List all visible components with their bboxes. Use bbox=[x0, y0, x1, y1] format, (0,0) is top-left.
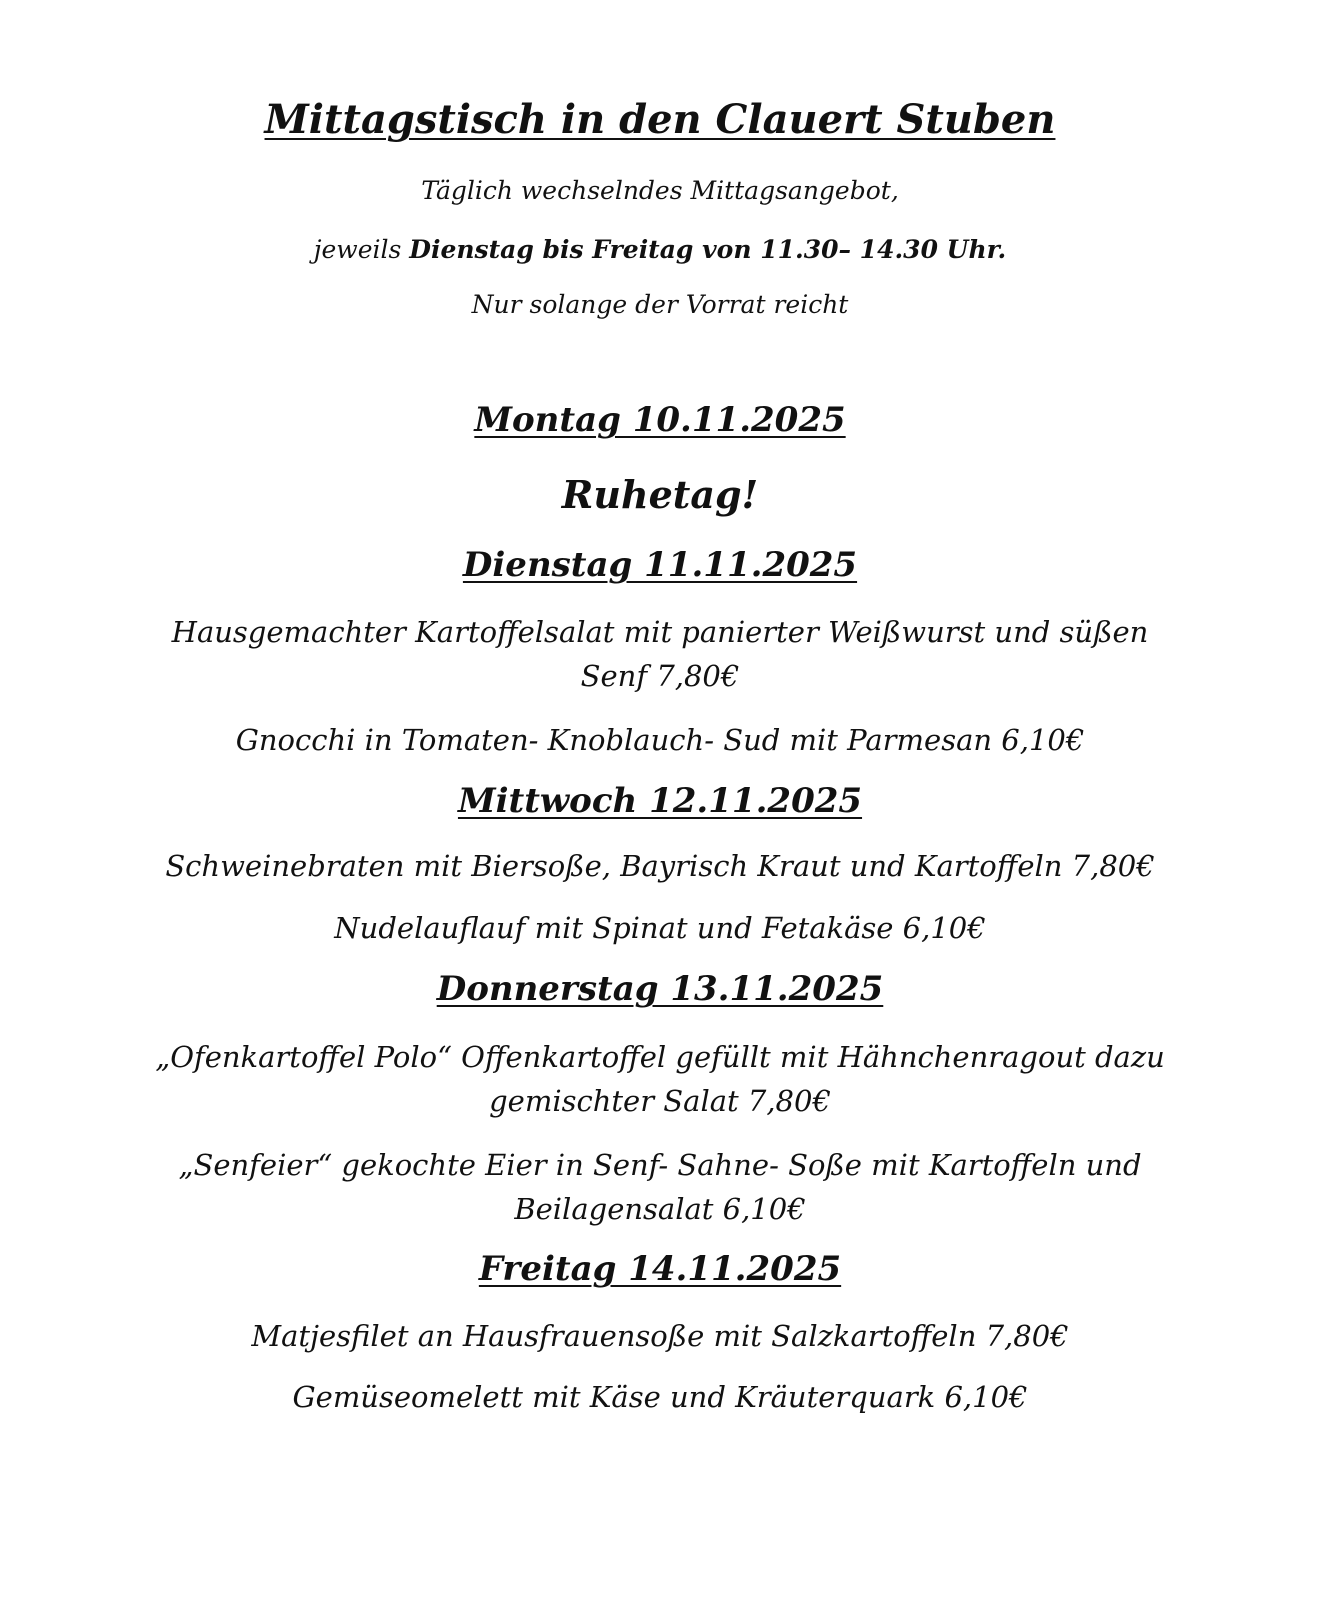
intro-line-1: Täglich wechselndes Mittagsangebot, bbox=[421, 176, 899, 205]
dish-tuesday-2: Gnocchi in Tomaten- Knoblauch- Sud mit Parmesan 6,10€ bbox=[235, 723, 1085, 757]
page-title: Mittagstisch in den Clauert Stuben bbox=[264, 96, 1056, 143]
rest-day-note: Ruhetag! bbox=[561, 472, 759, 517]
day-heading-friday: Freitag 14.11.2025 bbox=[478, 1249, 842, 1289]
dish-thursday-1-line-2: gemischter Salat 7,80€ bbox=[489, 1084, 831, 1118]
intro-line-2 bbox=[0, 235, 1320, 264]
dish-thursday-2-line-2: Beilagensalat 6,10€ bbox=[514, 1192, 806, 1226]
dish-thursday-1-line-1: „Ofenkartoffel Polo“ Offenkartoffel gefüllt mit Hähnchenragout dazu bbox=[155, 1040, 1165, 1074]
intro-line-2-prefix: jeweils bbox=[313, 235, 410, 264]
intro-line-2-hours: Dienstag bis Freitag von 11.30– 14.30 Uhr. bbox=[409, 235, 1007, 264]
dish-thursday-2-line-1: „Senfeier“ gekochte Eier in Senf- Sahne- Soße mit Kartoffeln und bbox=[178, 1148, 1142, 1182]
dish-tuesday-1-line-2: Senf 7,80€ bbox=[580, 659, 740, 693]
dish-wednesday-2: Nudelauflauf mit Spinat und Fetakäse 6,10€ bbox=[334, 911, 986, 945]
dish-wednesday-1: Schweinebraten mit Biersoße, Bayrisch Kraut und Kartoffeln 7,80€ bbox=[165, 849, 1155, 883]
dish-tuesday-1-line-1: Hausgemachter Kartoffelsalat mit panierter Weißwurst und süßen bbox=[171, 615, 1149, 649]
day-heading-thursday: Donnerstag 13.11.2025 bbox=[436, 969, 884, 1009]
day-heading-wednesday: Mittwoch 12.11.2025 bbox=[457, 781, 863, 821]
day-heading-tuesday: Dienstag 11.11.2025 bbox=[462, 545, 858, 585]
dish-friday-1: Matjesfilet an Hausfrauensoße mit Salzkartoffeln 7,80€ bbox=[251, 1319, 1069, 1353]
intro-line-3: Nur solange der Vorrat reicht bbox=[471, 290, 849, 319]
day-heading-monday: Montag 10.11.2025 bbox=[474, 400, 846, 440]
dish-friday-2: Gemüseomelett mit Käse und Kräuterquark 6,10€ bbox=[292, 1380, 1028, 1414]
